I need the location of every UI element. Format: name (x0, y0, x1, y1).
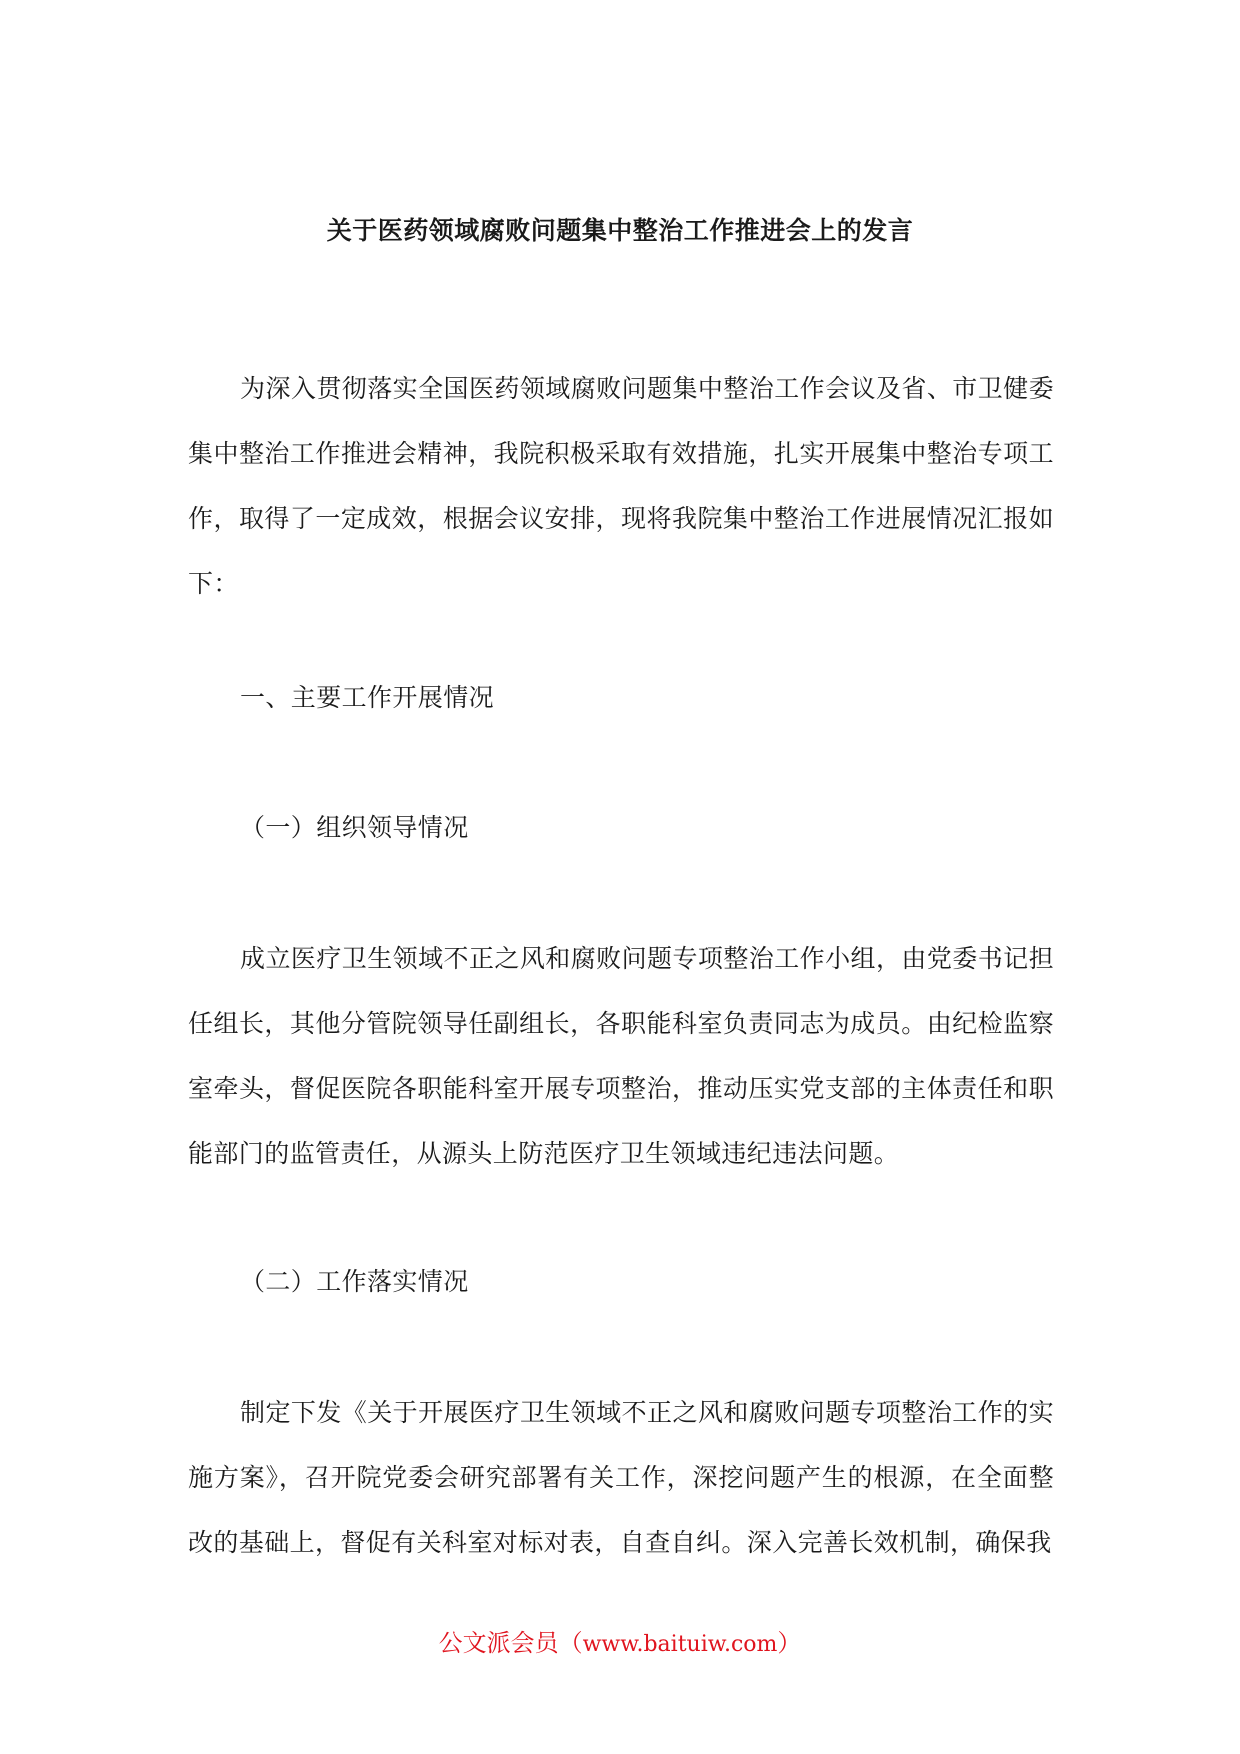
footer-url: www.baituiw.com (582, 1632, 778, 1657)
document-title: 关于医药领域腐败问题集中整治工作推进会上的发言 (326, 216, 914, 245)
footer-close: ） (777, 1629, 802, 1657)
subsection-heading-1: （一）组织领导情况 (240, 813, 469, 842)
intro-paragraph: 为深入贯彻落实全国医药领域腐败问题集中整治工作会议及省、市卫健委集中整治工作推进会精神，我院积极采取有效措施，扎实开展集中整治专项工作，取得了一定成效，根据会议安排，现将我院集中整治工作进展情况汇报如下： (188, 374, 1054, 598)
subsection-body-1: 成立医疗卫生领域不正之风和腐败问题专项整治工作小组，由党委书记担任组长，其他分管院领导任副组长，各职能科室负责同志为成员。由纪检监察室牵头，督促医院各职能科室开展专项整治，推动压实党支部的主体责任和职能部门的监管责任，从源头上防范医疗卫生领域违纪违法问题。 (188, 944, 1054, 1168)
footer-label: 公文派会员（ (438, 1629, 583, 1657)
subsection-body-2: 制定下发《关于开展医疗卫生领域不正之风和腐败问题专项整治工作的实施方案》，召开院党委会研究部署有关工作，深挖问题产生的根源，在全面整改的基础上，督促有关科室对标对表，自查自纠。深入完善长效机制，确保我 (188, 1398, 1054, 1557)
footer-watermark (0, 1626, 1240, 1662)
section-heading-1: 一、主要工作开展情况 (240, 683, 495, 712)
subsection-heading-2: （二）工作落实情况 (240, 1267, 469, 1296)
